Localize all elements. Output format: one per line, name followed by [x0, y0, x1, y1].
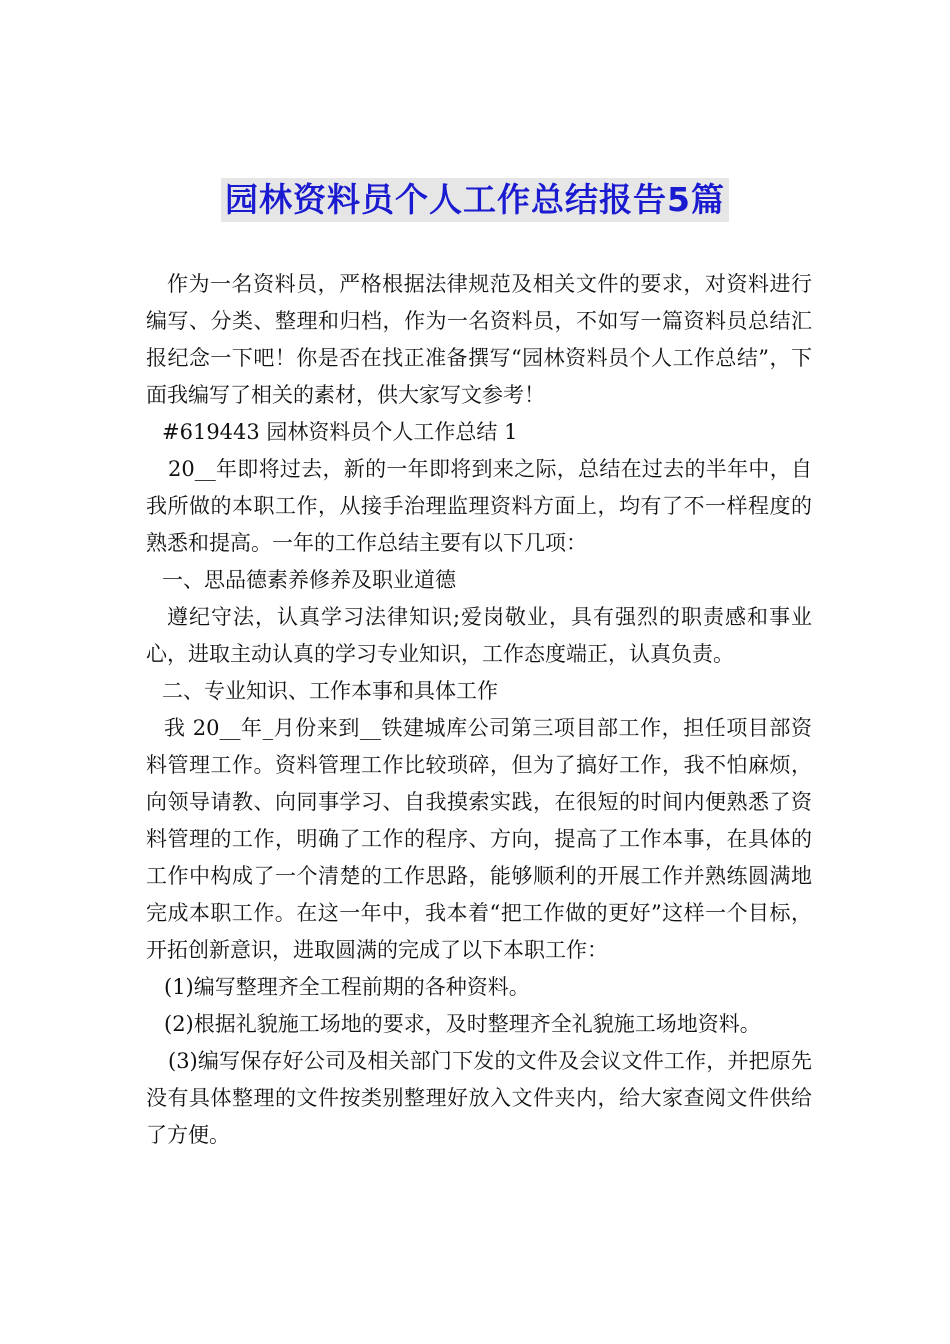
list-item: (1)编写整理齐全工程前期的各种资料。: [164, 975, 530, 999]
list-item: (3)编写保存好公司及相关部门下发的文件及会议文件工作，并把原先没有具体整理的文件按类别整理好放入文件夹内，给大家查阅文件供给了方便。: [146, 1049, 812, 1147]
body-paragraph: 20__年即将过去，新的一年即将到来之际，总结在过去的半年中，自我所做的本职工作，从接手治理监理资料方面上，均有了不一样程度的熟悉和提高。一年的工作总结主要有以下几项：: [146, 457, 812, 555]
intro-paragraph: 作为一名资料员，严格根据法律规范及相关文件的要求，对资料进行编写、分类、整理和归档，作为一名资料员，不如写一篇资料员总结汇报纪念一下吧！你是否在找正准备撰写“园林资料员个人工作总结”，下面我编写了相关的素材，供大家写文参考！: [146, 272, 812, 407]
subsection-heading: 一、思品德素养修养及职业道德: [162, 568, 456, 592]
document-body: [146, 266, 812, 1154]
body-paragraph: 遵纪守法，认真学习法律知识;爱岗敬业，具有强烈的职责感和事业心，进取主动认真的学习专业知识，工作态度端正，认真负责。: [146, 605, 812, 666]
body-paragraph: 我 20__年_月份来到__铁建城库公司第三项目部工作，担任项目部资料管理工作。资料管理工作比较琐碎，但为了搞好工作，我不怕麻烦，向领导请教、向同事学习、自我摸索实践，在很短的时间内便熟悉了资料管理的工作，明确了工作的程序、方向，提高了工作本事，在具体的工作中构成了一个清楚的工作思路，能够顺利的开展工作并熟练圆满地完成本职工作。在这一年中，我本着“把工作做的更好”这样一个目标，开拓创新意识，进取圆满的完成了以下本职工作：: [146, 716, 812, 962]
subsection-heading: 二、专业知识、工作本事和具体工作: [162, 679, 498, 703]
list-item: (2)根据礼貌施工场地的要求，及时整理齐全礼貌施工场地资料。: [164, 1012, 761, 1036]
section-heading: #619443 园林资料员个人工作总结 1: [162, 420, 518, 444]
document-title: 园林资料员个人工作总结报告5篇: [221, 178, 729, 222]
title-container: [0, 178, 950, 222]
